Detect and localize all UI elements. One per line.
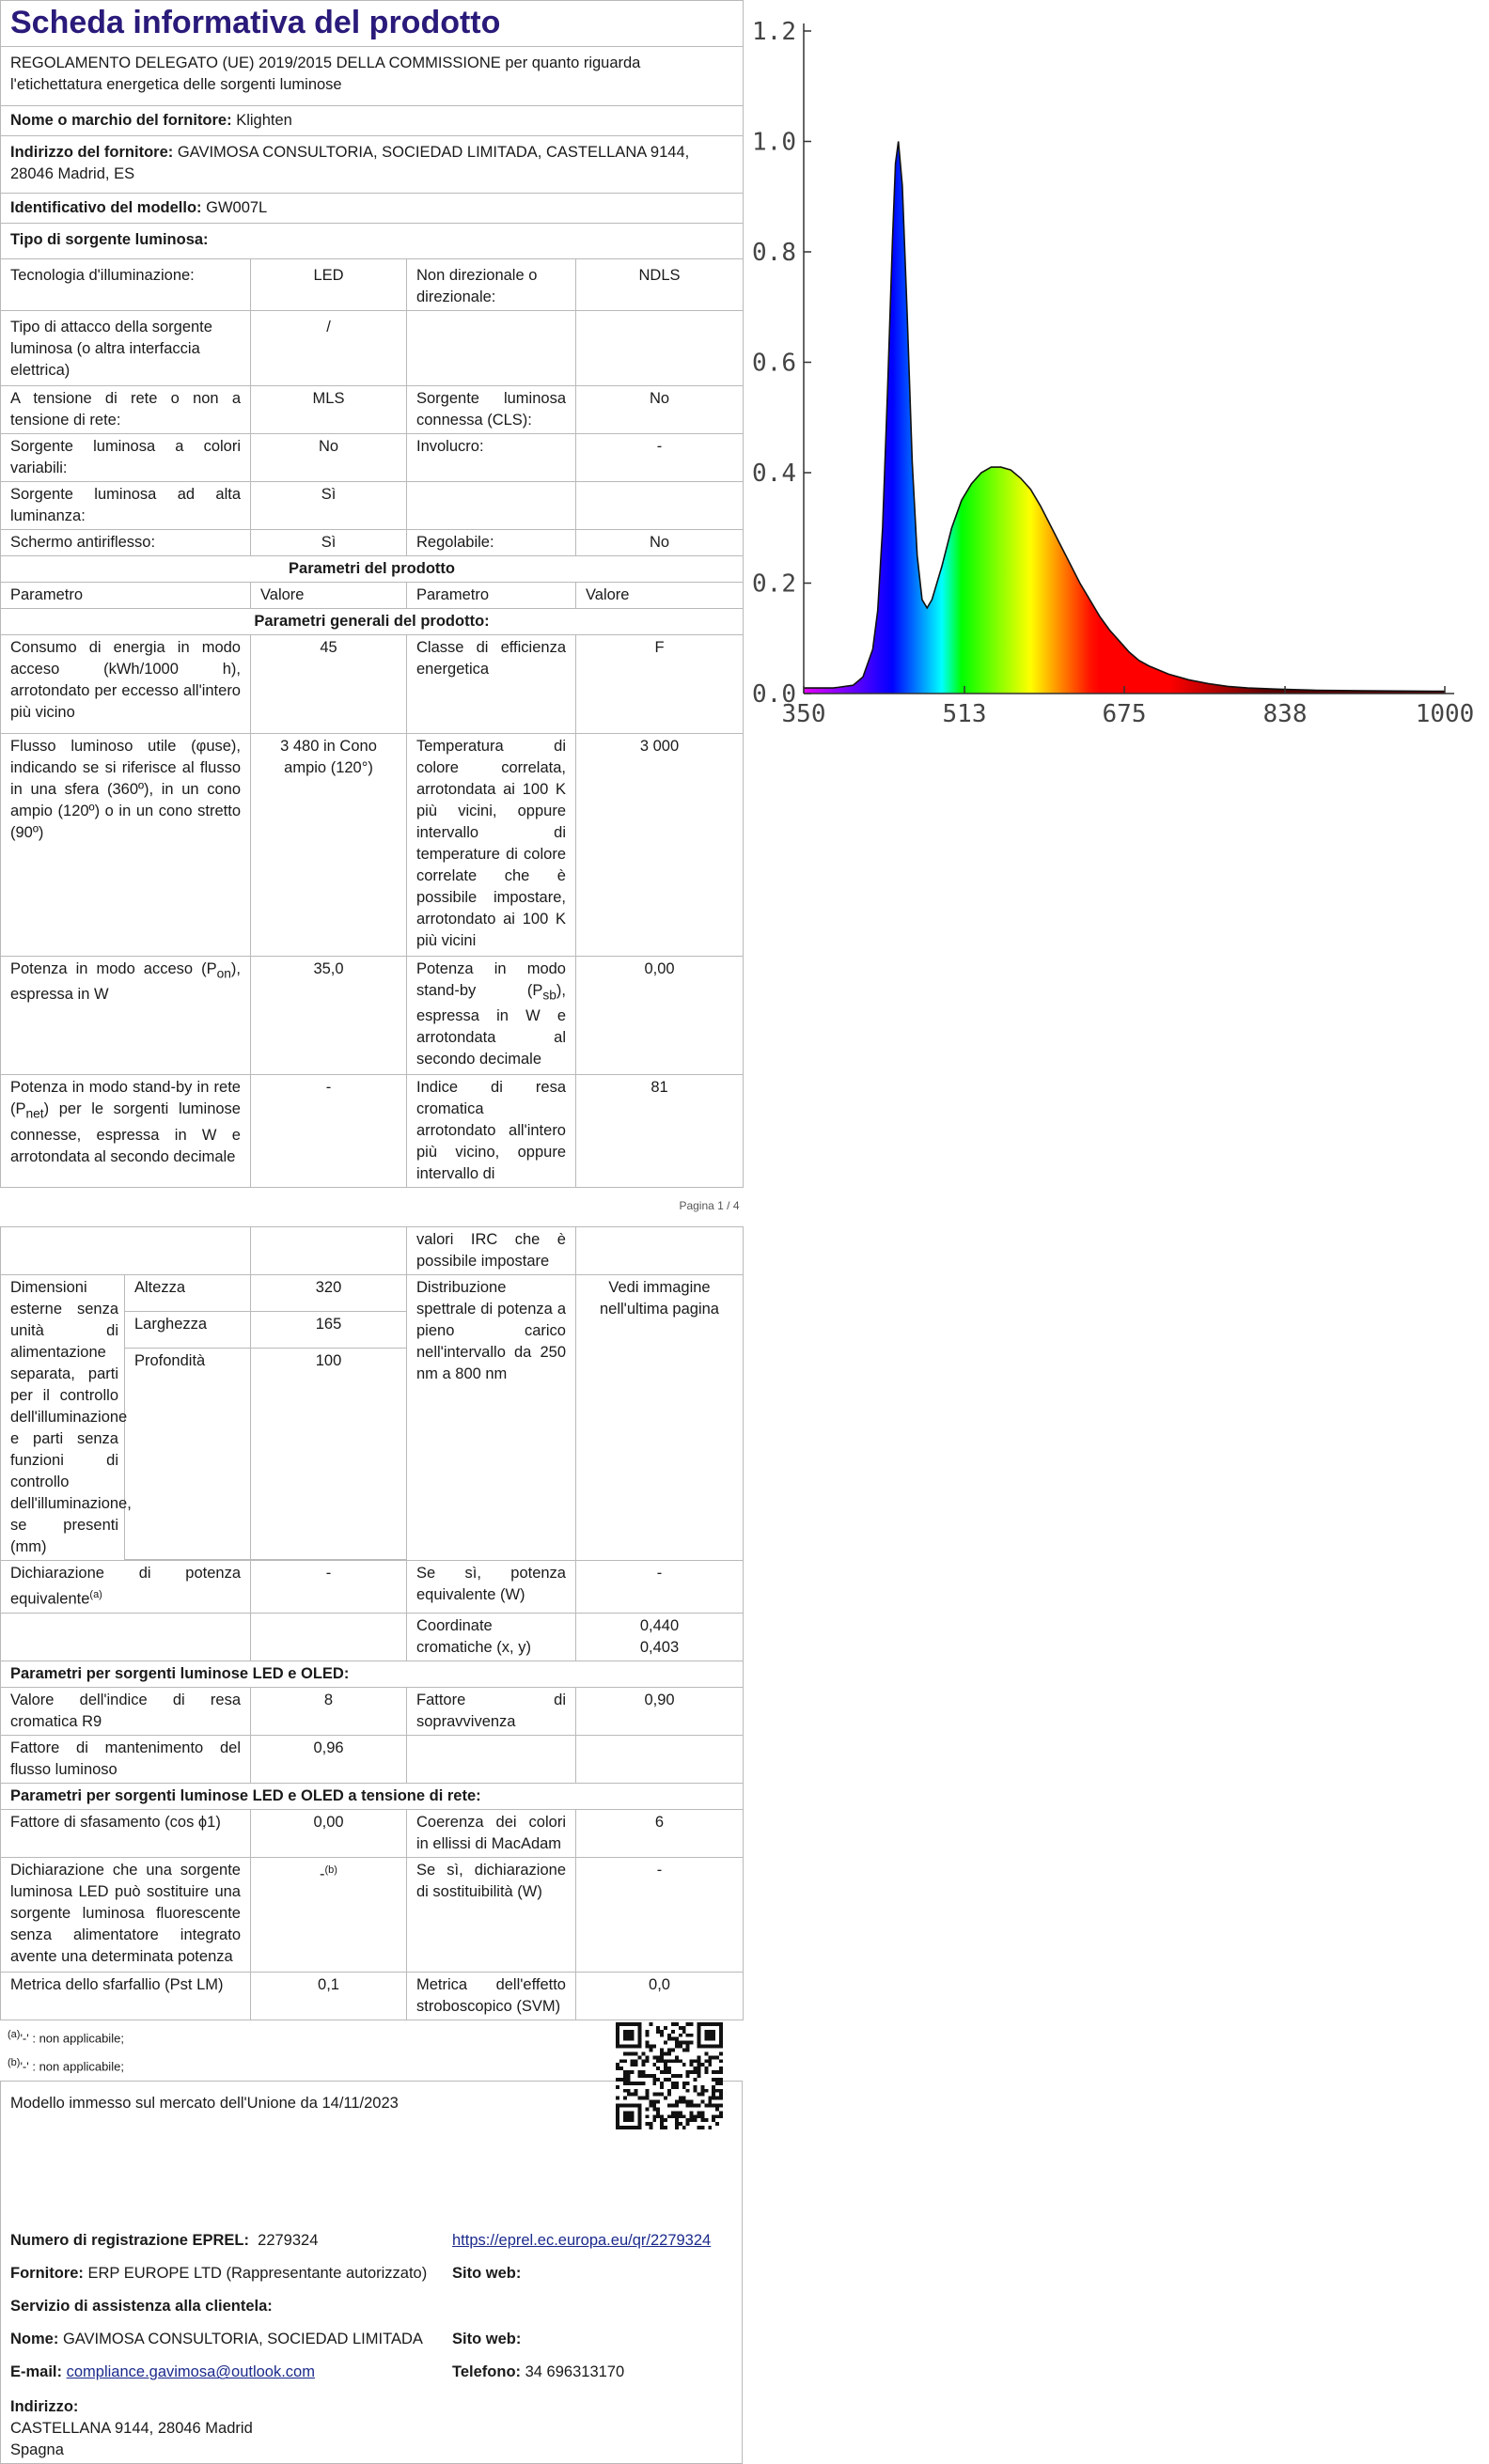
replacement-claim-value: -$^{(b)}$ <box>251 1857 407 1972</box>
survival-factor-value: 0,90 <box>576 1687 744 1735</box>
eprel-label: Numero di registrazione EPREL: <box>10 2232 249 2250</box>
spectrum-chart <box>744 0 1489 752</box>
stroboscopic-value: 0,0 <box>576 1972 744 2020</box>
anti-glare-value: Sì <box>251 530 407 556</box>
equivalent-power-w-value: - <box>576 1561 744 1614</box>
x-tick-label: 1000 <box>1415 700 1475 728</box>
displacement-factor-value: 0,00 <box>251 1809 407 1857</box>
dimmable-value: No <box>576 530 744 556</box>
lighting-technology-value: LED <box>251 259 407 311</box>
address-line-1: CASTELLANA 9144, 28046 Madrid <box>10 2420 253 2438</box>
col-header-param: Parametro <box>1 583 251 609</box>
depth-label: Profondità <box>125 1349 251 1560</box>
address-line-2: Spagna <box>10 2441 64 2459</box>
footnote-a: $^{(a)}$'-' : non applicabile; <box>8 2028 124 2046</box>
luminous-flux-value: 3 480 in Cono ampio (120°) <box>251 734 407 957</box>
height-value: 320 <box>251 1275 407 1312</box>
service-name-label: Nome: <box>10 2331 59 2348</box>
empty-cell <box>576 482 744 530</box>
chromaticity-values: 0,440 0,403 <box>576 1613 744 1661</box>
cap-type-value: / <box>251 311 407 386</box>
anti-glare-label: Schermo antiriflesso: <box>1 530 251 556</box>
replacement-w-value: - <box>576 1857 744 1972</box>
mains-value: MLS <box>251 386 407 434</box>
eprel-value: 2279324 <box>258 2232 319 2250</box>
x-tick-label: 838 <box>1262 700 1308 728</box>
cct-value: 3 000 <box>576 734 744 957</box>
flicker-metric-value: 0,1 <box>251 1972 407 2020</box>
col-header-param: Parametro <box>407 583 576 609</box>
info-table-page1 <box>0 0 744 1275</box>
stroboscopic-label: Metrica dell'effetto stroboscopico (SVM) <box>407 1972 576 2020</box>
chromaticity-label: Coordinate cromatiche (x, y) <box>407 1613 576 1661</box>
y-tick-label: 0.4 <box>752 460 796 488</box>
mains-params-heading: Parametri per sorgenti luminose LED e OLED a tensione di rete: <box>1 1783 744 1809</box>
website-label: Sito web: <box>452 2265 522 2283</box>
empty-cell <box>407 311 576 386</box>
supplier-name-label: Nome o marchio del fornitore: <box>10 112 232 129</box>
width-value: 165 <box>251 1312 407 1349</box>
energy-consumption-value: 45 <box>251 635 407 734</box>
supplier-address-label: Indirizzo del fornitore: <box>10 144 174 161</box>
equivalent-power-label: Dichiarazione di potenza equivalente$^{(a)}$ <box>1 1561 251 1614</box>
address-label: Indirizzo: <box>10 2398 79 2416</box>
displacement-factor-label: Fattore di sfasamento (cos ϕ1) <box>1 1809 251 1857</box>
on-mode-power-value: 35,0 <box>251 957 407 1075</box>
general-params-heading: Parametri generali del prodotto: <box>1 609 744 635</box>
height-label: Altezza <box>125 1275 251 1312</box>
x-tick-label: 513 <box>942 700 987 728</box>
x-tick-label: 675 <box>1102 700 1147 728</box>
empty-cell <box>407 482 576 530</box>
phone-value: 34 696313170 <box>525 2363 625 2381</box>
macadam-value: 6 <box>576 1809 744 1857</box>
supplier-value: ERP EUROPE LTD (Rappresentante autorizzato) <box>87 2265 428 2283</box>
email-label: E-mail: <box>10 2363 63 2381</box>
replacement-w-label: Se sì, dichiarazione di sostituibilità (W) <box>407 1857 576 1972</box>
product-params-heading: Parametri del prodotto <box>1 556 744 583</box>
empty-cell <box>576 311 744 386</box>
width-label: Larghezza <box>125 1312 251 1349</box>
regulation-text: REGOLAMENTO DELEGATO (UE) 2019/2015 DELLA COMMISSIONE per quanto riguarda l'etichettatura energetica delle sorgenti luminose <box>1 47 744 106</box>
macadam-label: Coerenza dei colori in ellissi di MacAdam <box>407 1809 576 1857</box>
model-id-value: GW007L <box>206 199 268 216</box>
qr-code-icon[interactable] <box>616 2022 723 2129</box>
directional-label: Non direzionale o direzionale: <box>407 259 576 311</box>
colour-tunable-label: Sorgente luminosa a colori variabili: <box>1 434 251 482</box>
lumen-maintenance-value: 0,96 <box>251 1735 407 1783</box>
supplier-address-value: GAVIMOSA CONSULTORIA, SOCIEDAD LIMITADA, CASTELLANA 9144, 28046 Madrid, ES <box>10 144 690 182</box>
connected-value: No <box>576 386 744 434</box>
y-tick-label: 1.0 <box>752 128 796 157</box>
info-table-page2 <box>0 1274 744 2020</box>
networked-standby-value: - <box>251 1075 407 1188</box>
cri-value: 81 <box>576 1075 744 1188</box>
connected-label: Sorgente luminosa connessa (CLS): <box>407 386 576 434</box>
equivalent-power-value: - <box>251 1561 407 1614</box>
luminous-flux-label: Flusso luminoso utile (φuse), indicando se si riferisce al flusso in una sfera (360º), in un cono ampio (120º) o in un cono stretto (90º) <box>1 734 251 957</box>
flicker-metric-label: Metrica dello sfarfallio (Pst LM) <box>1 1972 251 2020</box>
supplier-name-value: Klighten <box>236 112 292 129</box>
col-header-value: Valore <box>576 583 744 609</box>
standby-power-label: Potenza in modo stand-by $(P_{sb})$, espressa in W e arrotondata al secondo decimale <box>407 957 576 1075</box>
cct-label: Temperatura di colore correlata, arrotondata ai 100 K più vicini, oppure intervallo di temperature di colore correlate che è possibile impostare, arrotondato ai 100 K più vicini <box>407 734 576 957</box>
cri-label: Indice di resa cromatica arrotondato all'intero più vicino, oppure intervallo di <box>407 1075 576 1188</box>
y-tick-label: 0.2 <box>752 569 796 599</box>
y-tick-label: 0.0 <box>752 680 796 709</box>
y-tick-label: 0.6 <box>752 349 796 378</box>
survival-factor-label: Fattore di sopravvivenza <box>407 1687 576 1735</box>
standby-power-value: 0,00 <box>576 957 744 1075</box>
energy-consumption-label: Consumo di energia in modo acceso (kWh/1000 h), arrotondato per eccesso all'intero più vicino <box>1 635 251 734</box>
networked-standby-label: Potenza in modo stand-by in rete $(P_{net})$ per le sorgenti luminose connesse, espressa in W e arrotondata al secondo decimale <box>1 1075 251 1188</box>
efficiency-class-value: F <box>576 635 744 734</box>
envelope-label: Involucro: <box>407 434 576 482</box>
email-link[interactable]: compliance.gavimosa@outlook.com <box>66 2363 315 2381</box>
envelope-value: - <box>576 434 744 482</box>
spd-value: Vedi immagine nell'ultima pagina <box>576 1275 744 1561</box>
footnote-b: $^{(b)}$'-' : non applicabile; <box>8 2057 124 2074</box>
supplier-label: Fornitore: <box>10 2265 84 2283</box>
colour-tunable-value: No <box>251 434 407 482</box>
led-params-heading: Parametri per sorgenti luminose LED e OLED: <box>1 1661 744 1687</box>
mains-label: A tensione di rete o non a tensione di rete: <box>1 386 251 434</box>
equivalent-power-w-label: Se sì, potenza equivalente (W) <box>407 1561 576 1614</box>
dimmable-label: Regolabile: <box>407 530 576 556</box>
service-name-value: GAVIMOSA CONSULTORIA, SOCIEDAD LIMITADA <box>62 2331 423 2348</box>
y-tick-label: 0.8 <box>752 239 796 267</box>
footer-table <box>1 2082 742 2463</box>
depth-value: 100 <box>251 1349 407 1560</box>
r9-label: Valore dell'indice di resa cromatica R9 <box>1 1687 251 1735</box>
website-label-2: Sito web: <box>452 2331 522 2348</box>
customer-service-heading: Servizio di assistenza alla clientela: <box>10 2298 273 2316</box>
directional-value: NDLS <box>576 259 744 311</box>
cri-label-continued: valori IRC che è possibile impostare <box>407 1227 576 1275</box>
spd-label: Distribuzione spettrale di potenza a pieno carico nell'intervallo da 250 nm a 800 nm <box>407 1275 576 1561</box>
x-tick-label: 350 <box>781 700 826 728</box>
replacement-claim-label: Dichiarazione che una sorgente luminosa LED può sostituire una sorgente luminosa fluorescente senza alimentatore integrato avente una determinata potenza <box>1 1857 251 1972</box>
model-id-label: Identificativo del modello: <box>10 199 202 216</box>
cap-type-label: Tipo di attacco della sorgente luminosa (o altra interfaccia elettrica) <box>1 311 251 386</box>
phone-label: Telefono: <box>452 2363 522 2381</box>
lumen-maintenance-label: Fattore di mantenimento del flusso luminoso <box>1 1735 251 1783</box>
high-luminance-label: Sorgente luminosa ad alta luminanza: <box>1 482 251 530</box>
footer-box <box>0 2081 743 2464</box>
eprel-link[interactable]: https://eprel.ec.europa.eu/qr/2279324 <box>452 2232 712 2250</box>
col-header-value: Valore <box>251 583 407 609</box>
on-mode-power-label: Potenza in modo acceso $(P_{on})$, espressa in W <box>1 957 251 1075</box>
lighting-technology-label: Tecnologia d'illuminazione: <box>1 259 251 311</box>
dimensions-label: Dimensioni esterne senza unità di alimentazione separata, parti per il controllo dell'illuminazione e parti senza funzioni di controllo dell'illuminazione, se presenti (mm) <box>1 1275 125 1561</box>
market-date-text: Modello immesso sul mercato dell'Unione da 14/11/2023 <box>10 2095 399 2113</box>
high-luminance-value: Sì <box>251 482 407 530</box>
r9-value: 8 <box>251 1687 407 1735</box>
page-title: Scheda informativa del prodotto <box>1 1 744 47</box>
source-type-heading: Tipo di sorgente luminosa: <box>1 224 744 259</box>
efficiency-class-label: Classe di efficienza energetica <box>407 635 576 734</box>
y-tick-label: 1.2 <box>752 18 796 46</box>
page-number: Pagina 1 / 4 <box>679 1199 740 1213</box>
